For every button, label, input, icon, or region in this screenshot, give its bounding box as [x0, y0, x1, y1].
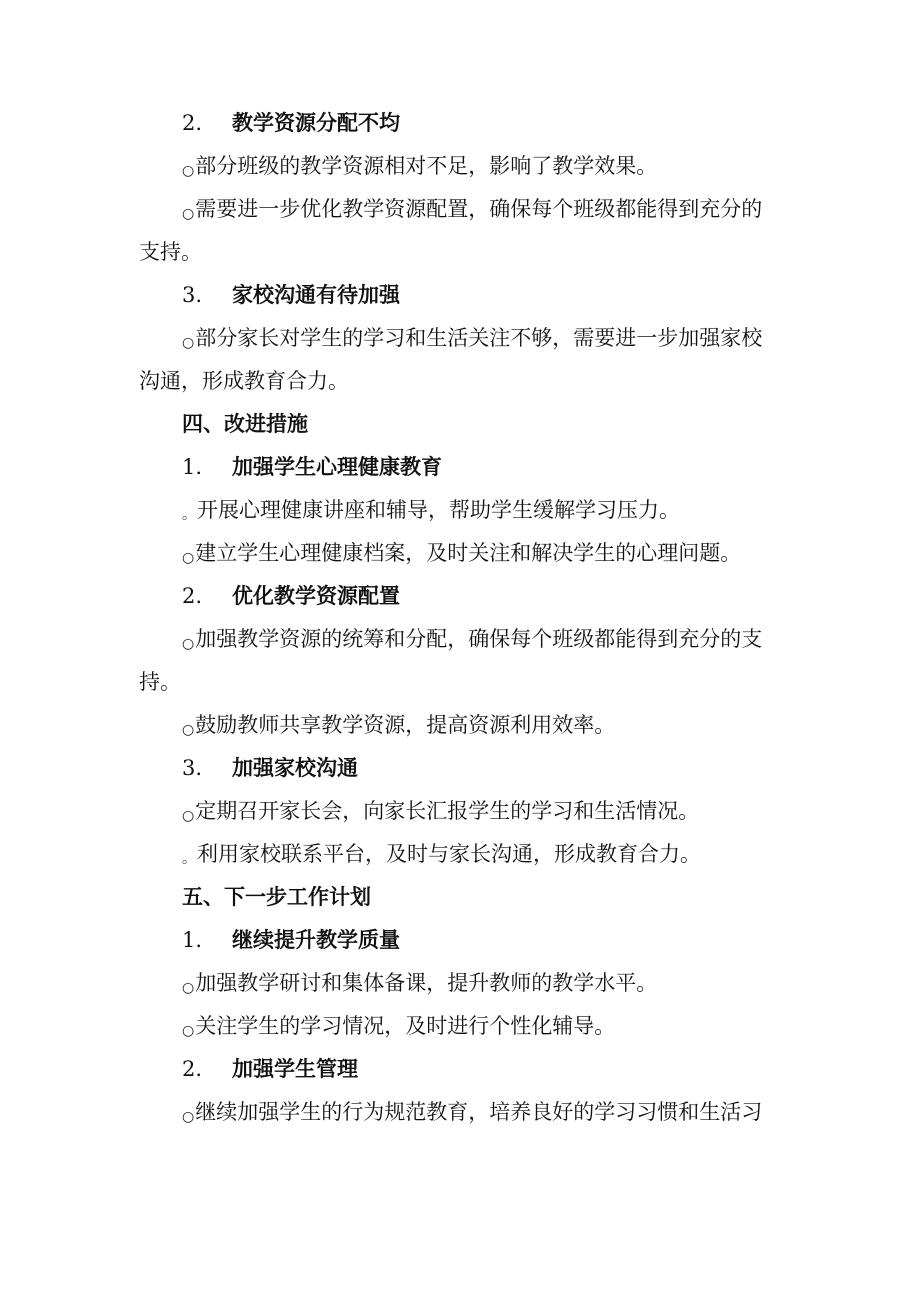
numbered-heading — [182, 582, 832, 610]
item-number: 3. — [182, 283, 203, 307]
item-title: 优化教学资源配置 — [232, 583, 400, 608]
bullet-text: 部分班级的教学资源相对不足，影响了教学效果。 — [195, 154, 658, 178]
bullet-line — [182, 1012, 832, 1045]
bullet-line — [182, 1098, 832, 1131]
item-number: 2. — [182, 584, 203, 608]
item-title: 加强学生心理健康教育 — [232, 454, 442, 479]
numbered-heading — [182, 281, 832, 309]
continuation-line: 支持。 — [139, 240, 202, 264]
item-title: 教学资源分配不均 — [232, 110, 400, 135]
bullet-text: 定期召开家长会，向家长汇报学生的学习和生活情况。 — [195, 799, 700, 823]
bullet-text: 部分家长对学生的学习和生活关注不够，需要进一步加强家校 — [195, 326, 763, 350]
continuation-line: 沟通，形成教育合力。 — [139, 369, 349, 393]
continuation-line: 持。 — [139, 670, 181, 694]
bullet-marker: ○ — [182, 808, 195, 824]
item-number: 2. — [182, 111, 203, 135]
bullet-marker: ○ — [182, 550, 195, 566]
item-title: 加强学生管理 — [232, 1056, 358, 1081]
numbered-heading — [182, 1055, 832, 1083]
numbered-heading — [182, 926, 832, 954]
bullet-marker: ○ — [182, 980, 195, 996]
bullet-text: 利用家校联系平台，及时与家长沟通，形成教育合力。 — [197, 842, 701, 866]
bullet-text: 加强教学资源的统筹和分配，确保每个班级都能得到充分的支 — [195, 627, 763, 651]
bullet-line — [182, 797, 832, 830]
bullet-marker: ○ — [182, 335, 195, 351]
bullet-marker: ○ — [182, 722, 195, 738]
bullet-line — [182, 539, 832, 572]
item-number: 3. — [182, 756, 203, 780]
bullet-line — [182, 152, 832, 185]
bullet-text: 需要进一步优化教学资源配置，确保每个班级都能得到充分的 — [195, 197, 763, 221]
bullet-text: 继续加强学生的行为规范教育，培养良好的学习习惯和生活习 — [195, 1100, 763, 1124]
bullet-line — [182, 711, 832, 744]
section-heading: 四、改进措施 — [182, 411, 308, 436]
bullet-marker: ○ — [182, 163, 195, 179]
bullet-line — [182, 969, 832, 1002]
item-title: 继续提升教学质量 — [232, 927, 400, 952]
item-number: 1. — [182, 928, 203, 952]
bullet-marker: ○ — [182, 636, 195, 652]
bullet-text: 开展心理健康讲座和辅导，帮助学生缓解学习压力。 — [197, 498, 680, 522]
bullet-line — [182, 496, 832, 529]
numbered-heading — [182, 453, 832, 481]
item-number: 1. — [182, 455, 203, 479]
item-title: 加强家校沟通 — [232, 755, 358, 780]
item-number: 2. — [182, 1057, 203, 1081]
bullet-text: 关注学生的学习情况，及时进行个性化辅导。 — [195, 1014, 616, 1038]
section-heading: 五、下一步工作计划 — [182, 884, 371, 909]
bullet-marker: ○ — [182, 1023, 195, 1039]
bullet-marker: 。 — [182, 851, 196, 867]
bullet-line — [182, 195, 832, 228]
bullet-text: 建立学生心理健康档案，及时关注和解决学生的心理问题。 — [195, 541, 742, 565]
bullet-marker: ○ — [182, 206, 195, 222]
numbered-heading — [182, 109, 832, 137]
bullet-line — [182, 625, 832, 658]
bullet-line — [182, 840, 832, 873]
numbered-heading — [182, 754, 832, 782]
bullet-line — [182, 324, 832, 357]
bullet-text: 鼓励教师共享教学资源，提高资源利用效率。 — [195, 713, 616, 737]
bullet-marker: ○ — [182, 1109, 195, 1125]
item-title: 家校沟通有待加强 — [232, 282, 400, 307]
bullet-marker: 。 — [182, 507, 196, 523]
bullet-text: 加强教学研讨和集体备课，提升教师的教学水平。 — [195, 971, 658, 995]
